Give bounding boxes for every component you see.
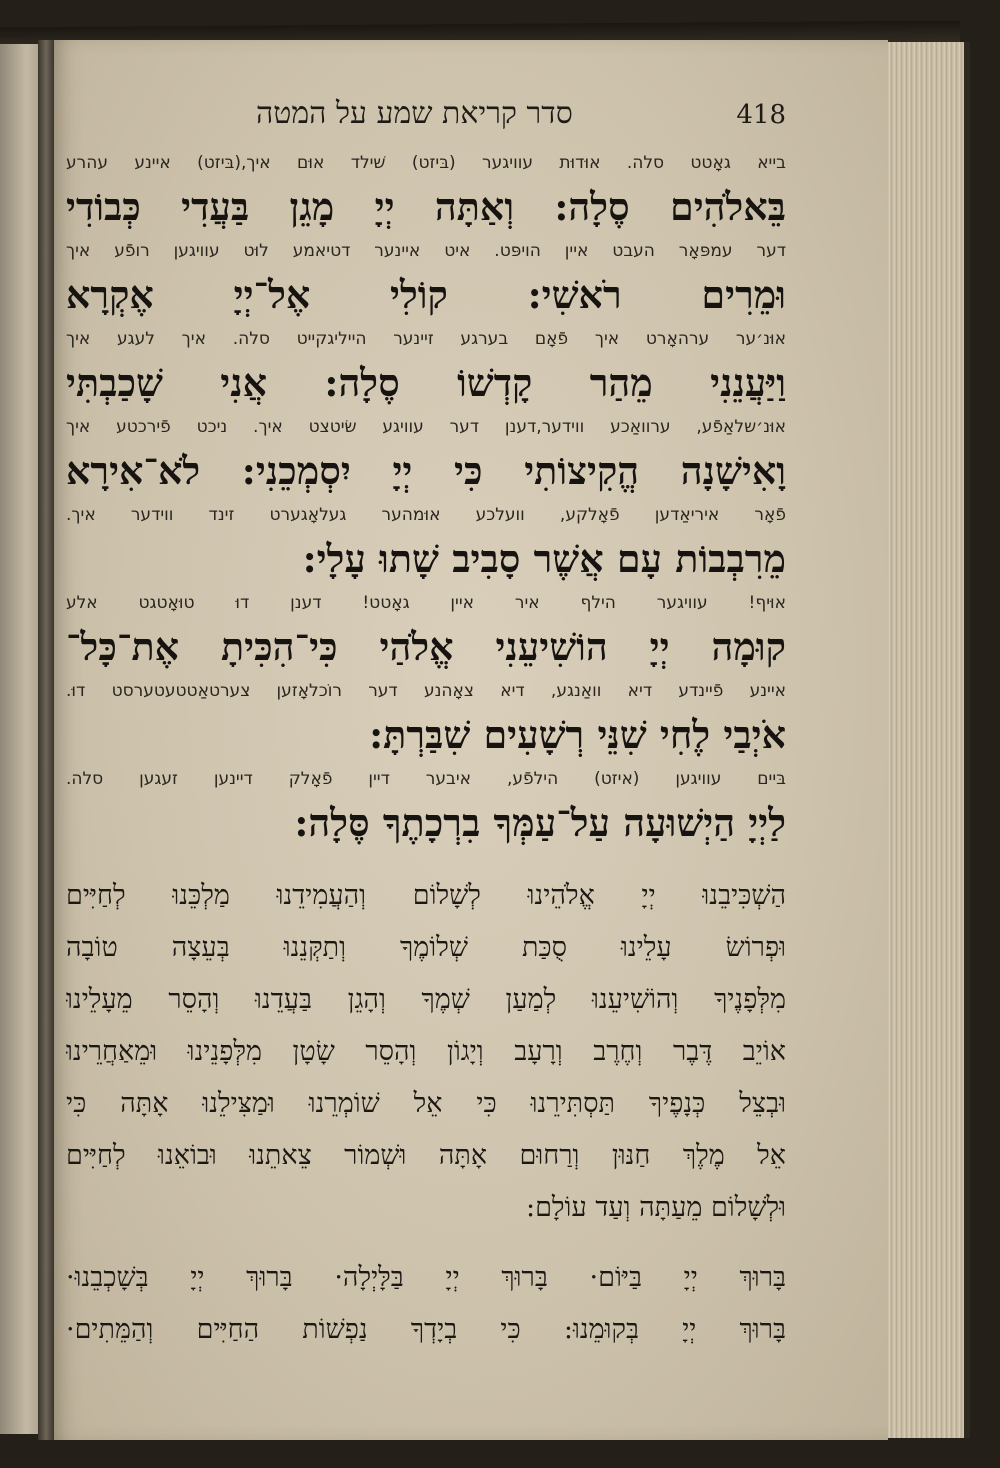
running-header: [66, 96, 786, 148]
hebrew-verse-line: לַיְיָ הַיְשׁוּעָה עַל־עַמְּךָ בִרְכָתֶךָ סֶּלָה:: [294, 800, 786, 845]
page-number: 418: [736, 100, 786, 130]
hebrew-verse-line: וּמֵרִים רֹאשִׁי: קוֹלִי אֶל־יְיָ אֶקְרָא: [66, 272, 786, 317]
section-gap: [66, 1234, 786, 1252]
page-title: סדר קריאת שמע על המטה: [256, 96, 573, 131]
hebrew-verse-line: אֹיְבַי לֶחִי שִׁנֵּי רְשָׁעִים שִׁבַּרְתָּ:: [369, 712, 786, 757]
psalm-block: [66, 148, 786, 852]
prayer-line: וּלְשָׁלוֹם מֵעַתָּה וְעַד עוֹלָם:: [525, 1192, 786, 1223]
prayer-line: אוֹיֵב דֶּבֶר וְחֶרֶב וְרָעָב וְיָגוֹן וְהָסֵר שָׂטָן מִלְּפָנֵינוּ וּמֵאַחֲרֵינוּ: [66, 1036, 786, 1067]
hebrew-verse-line: וָאִישָׁנָה הֱקִיצוֹתִי כִּי יְיָ יִסְמְכֵנִי: לֹא־אִירָא: [66, 448, 786, 493]
yiddish-translation-line: דער עמפּאָר העבט איין הויפּט. איט איינער דטיאמע לוּט עוויגען רופֿע איך: [66, 241, 786, 261]
prayer-line: בָּרוּךְ יְיָ בַּיּוֹם· בָּרוּךְ יְיָ בַּלָּיְלָה· בָּרוּךְ יְיָ בְּשָׁכְבֵנוּ·: [66, 1262, 786, 1293]
prayer-line: מִלְּפָנֶיךָ וְהוֹשִׁיעֵנוּ לְמַעַן שְׁמֶךָ וְהָגֵן בַּעֲדֵנוּ וְהָסֵר מֵעָלֵינוּ: [66, 984, 786, 1015]
hebrew-verse-line: קוּמָה יְיָ הוֹשִׁיעֵנִי אֱלֹהַי כִּי־הִכִּיתָ אֶת־כָּל־: [66, 624, 786, 669]
hebrew-verse-line: וַיַּעֲנֵנִי מֵהַר קָדְשׁוֹ סֶלָה: אֲנִי שָׁכַבְתִּי: [66, 360, 786, 405]
prayer-line: וּבְצֵל כְּנָפֶיךָ תַּסְתִּירֵנוּ כִּי אֵל שׁוֹמְרֵנוּ וּמַצִּילֵנוּ אָתָּה כִּי: [66, 1088, 786, 1119]
book-gutter: [38, 40, 54, 1440]
page-content: [66, 96, 786, 1386]
prayer-line: הַשְׁכִּיבֵנוּ יְיָ אֱלֹהֵינוּ לְשָׁלוֹם וְהַעֲמִידֵנוּ מַלְכֵּנוּ לְחַיִּים: [66, 880, 786, 911]
prayer-line: אֵל מֶלֶךְ חַנּוּן וְרַחוּם אָתָּה וּשְׁמוֹר צֵאתֵנוּ וּבוֹאֵנוּ לְחַיִּים: [66, 1140, 786, 1171]
yiddish-translation-line: אוּנ׳ער ערהאָרט איך פֿאָם בערגע זיינער הייליגקייט סלה. איך לעגע איך: [66, 329, 786, 349]
yiddish-translation-line: פֿאָר איריאַדען פֿאָלקע, וועלכע אוּמהער געלאָגערט זינד ווידער איך.: [66, 505, 786, 525]
prayer-line: וּפְרוֹשׂ עָלֵינוּ סֻכַּת שְׁלוֹמֶךָ וְתַקְּנֵנוּ בְּעֵצָה טוֹבָה: [66, 932, 786, 963]
yiddish-translation-line: אוּיף! עוויגער הילף איר איין גאָטט! דענן דוּ טוּאָטגט אלע: [66, 593, 786, 613]
section-gap: [66, 852, 786, 870]
hebrew-verse-line: מֵרִבְבוֹת עָם אֲשֶׁר סָבִיב שָׁתוּ עָלָי:: [302, 536, 786, 581]
prayer-line: בָּרוּךְ יְיָ בְּקוּמֵנוּ: כִּי בְיָדְךָ נַפְשׁוֹת הַחַיִּים וְהַמֵּתִים·: [66, 1314, 786, 1345]
page-edges: [878, 42, 970, 1438]
yiddish-translation-line: בייא גאָטט סלה. אוּדוּת עוויגער (בּיזט) שׁילד אוּם איך,(בּיזט) איינע עהרע: [66, 153, 786, 173]
yiddish-translation-line: איינע פֿיינדע דיא וואַנגע, דיא צאָהנע דער רוֹכלאָזען צערטאַטטעטערסט דוּ.: [66, 681, 786, 701]
baruch-paragraph: [66, 1252, 786, 1356]
hashkiveinu-paragraph: [66, 870, 786, 1234]
yiddish-translation-line: אוּנ׳שלאַפֿע, ערוואַכע ווידער,דענן דער עוויגע שׂיטצט איך. ניכט פֿירכטע איך: [66, 417, 786, 437]
yiddish-translation-line: בּיים עוויגען (איזט) הילפֿע, איבער דיין פֿאָלק דיינען זעגען סלה.: [66, 769, 786, 789]
hebrew-verse-line: בֵּאלֹהִים סֶלָה: וְאַתָּה יְיָ מָגֵן בַּעֲדִי כְּבוֹדִי: [66, 184, 786, 229]
